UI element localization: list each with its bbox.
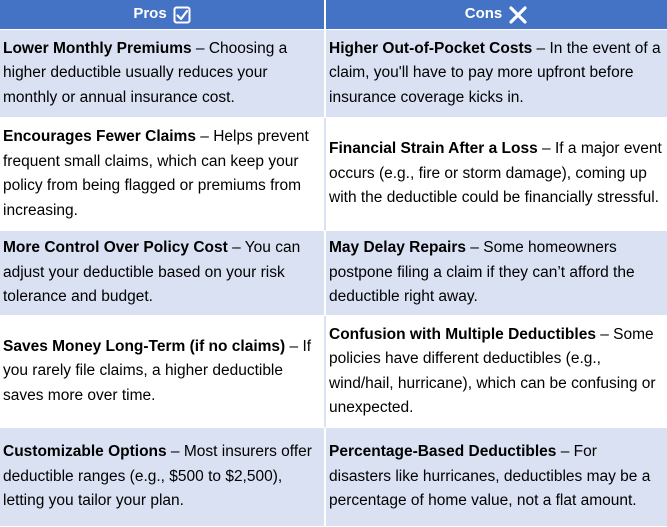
pro-title: Saves Money Long-Term (if no claims) bbox=[3, 337, 286, 355]
con-text: – Some homeowners postpone filing a claim if they can’t afford the deductible right away. bbox=[329, 239, 635, 306]
con-text: – In the event of a claim, you'll have to pay more upfront before insurance coverage kicks in. bbox=[329, 39, 661, 106]
pro-text: – Choosing a higher deductible usually reduces your monthly or annual insurance cost. bbox=[3, 39, 288, 106]
con-cell bbox=[326, 118, 667, 231]
pro-cell bbox=[0, 231, 326, 316]
cons-header-label: Cons bbox=[464, 5, 503, 23]
con-text: – Some policies have different deductibles (e.g., wind/hail, hurricane), which can be confusing or unexpected. bbox=[329, 325, 656, 416]
con-cell bbox=[326, 30, 667, 118]
pro-cell bbox=[0, 118, 326, 231]
con-title: Percentage-Based Deductibles bbox=[329, 443, 557, 461]
pro-title: Lower Monthly Premiums bbox=[3, 39, 192, 57]
pros-header bbox=[0, 0, 326, 30]
checkbox-check-icon bbox=[173, 6, 191, 24]
cons-header bbox=[326, 0, 667, 30]
con-cell bbox=[326, 428, 667, 527]
pro-title: Customizable Options bbox=[3, 443, 167, 461]
pro-title: Encourages Fewer Claims bbox=[3, 128, 196, 145]
pro-text: – If you rarely file claims, a higher deductible saves more over time. bbox=[3, 337, 312, 404]
pro-text: – You can adjust your deductible based on your risk tolerance and budget. bbox=[3, 239, 301, 306]
con-cell bbox=[326, 316, 667, 428]
con-title: Confusion with Multiple Deductibles bbox=[329, 325, 596, 343]
x-mark-icon bbox=[508, 6, 528, 24]
pro-cell bbox=[0, 428, 326, 527]
con-cell bbox=[326, 231, 667, 316]
pro-text: – Most insurers offer deductible ranges (e.g., $500 to $2,500), letting you tailor your plan. bbox=[3, 443, 312, 510]
con-title: Financial Strain After a Loss bbox=[329, 140, 538, 158]
con-title: Higher Out-of-Pocket Costs bbox=[329, 39, 533, 57]
con-text: – For disasters like hurricanes, deductibles may be a percentage of home value, not a flat amount. bbox=[329, 443, 651, 510]
pro-text: – Helps prevent frequent small claims, which can keep your policy from being flagged or premiums from increasing. bbox=[3, 128, 309, 219]
pros-header-label: Pros bbox=[133, 5, 167, 23]
con-text: – If a major event occurs (e.g., fire or storm damage), coming up with the deductible could be financially stressful. bbox=[329, 140, 662, 207]
pro-cell bbox=[0, 316, 326, 428]
con-title: May Delay Repairs bbox=[329, 239, 466, 257]
pro-title: More Control Over Policy Cost bbox=[3, 239, 228, 257]
pro-cell bbox=[0, 30, 326, 118]
